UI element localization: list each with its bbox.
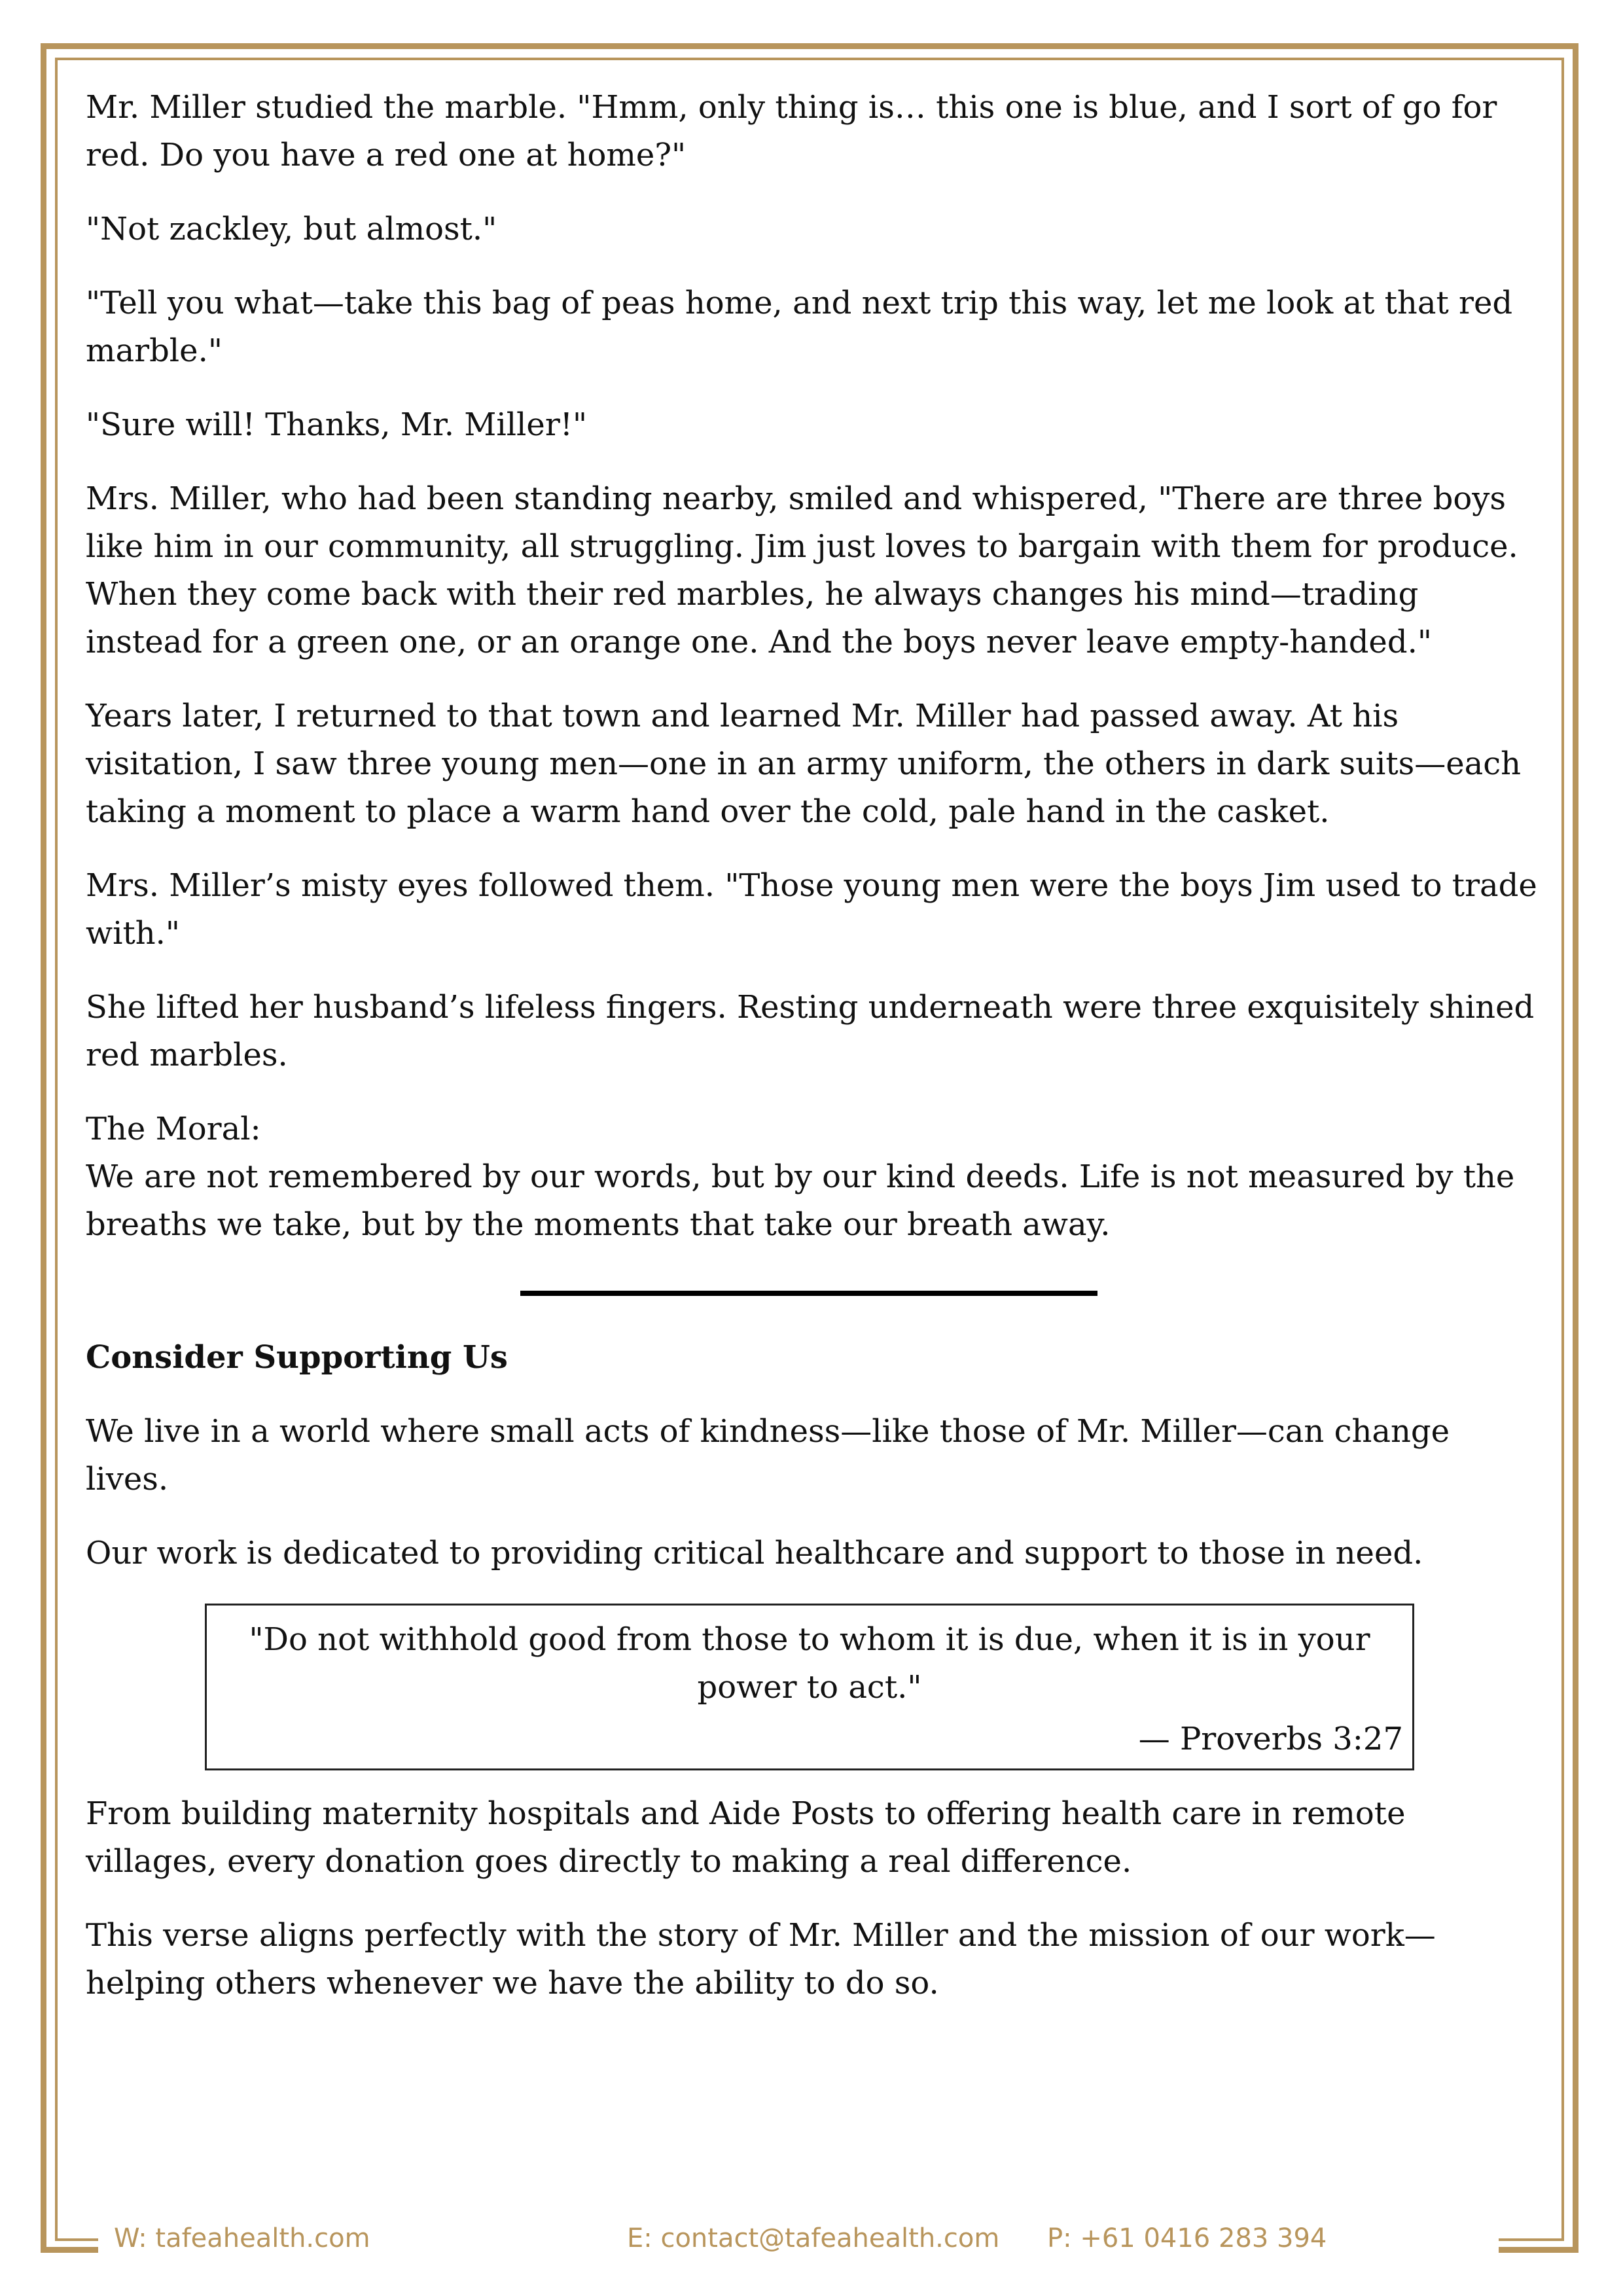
support-paragraph: We live in a world where small acts of kindness—like those of Mr. Miller—can change lives. <box>86 1413 1450 1498</box>
scripture-citation: — Proverbs 3:27 <box>1138 1721 1403 1757</box>
divider-line <box>520 1291 1097 1296</box>
story-paragraph: Years later, I returned to that town and learned Mr. Miller had passed away. At his visitation, I saw three young men—one in an army uniform, the others in dark suits—each taking a moment to place a warm hand over the cold, pale hand in the casket. <box>86 698 1522 830</box>
support-paragraph: Our work is dedicated to providing critical healthcare and support to those in need. <box>86 1535 1423 1571</box>
moral-text: We are not remembered by our words, but by our kind deeds. Life is not measured by the breaths we take, but by the moments that take our breath away. <box>86 1158 1515 1243</box>
story-paragraph: Mrs. Miller, who had been standing nearby, smiled and whispered, "There are three boys like him in our community, all struggling. Jim just loves to bargain with them for produce. When they come back with their red marbles, he always changes his mind—trading instead for a green one, or an orange one. And the boys never leave empty-handed." <box>86 480 1518 660</box>
story-paragraph: "Not zackley, but almost." <box>86 211 497 247</box>
support-paragraph: From building maternity hospitals and Aide Posts to offering health care in remote villages, every donation goes directly to making a real difference. <box>86 1795 1406 1880</box>
footer-website-link[interactable]: W: tafeahealth.com <box>114 2223 370 2253</box>
footer-phone[interactable]: P: +61 0416 283 394 <box>1047 2223 1327 2253</box>
story-paragraph: "Tell you what—take this bag of peas home, and next trip this way, let me look at that red marble." <box>86 285 1513 369</box>
story-paragraph: She lifted her husband’s lifeless fingers. Resting underneath were three exquisitely shined red marbles. <box>86 989 1535 1073</box>
story-paragraph: Mr. Miller studied the marble. "Hmm, only thing is… this one is blue, and I sort of go for red. Do you have a red one at home?" <box>86 89 1497 173</box>
footer-email-link[interactable]: E: contact@tafeahealth.com <box>627 2223 1000 2253</box>
story-paragraph: Mrs. Miller’s misty eyes followed them. "Those young men were the boys Jim used to trade with." <box>86 867 1537 952</box>
story-paragraph: "Sure will! Thanks, Mr. Miller!" <box>86 406 588 443</box>
support-paragraph: This verse aligns perfectly with the story of Mr. Miller and the mission of our work—helping others whenever we have the ability to do so. <box>86 1917 1436 2001</box>
scripture-quote: "Do not withhold good from those to whom it is due, when it is in your power to act." <box>249 1621 1370 1706</box>
scripture-quote-box <box>205 1604 1414 1770</box>
section-divider <box>86 1275 1539 1308</box>
support-heading: Consider Supporting Us <box>86 1339 508 1376</box>
page-content <box>86 84 1539 2034</box>
moral-label: The Moral: <box>86 1111 261 1147</box>
